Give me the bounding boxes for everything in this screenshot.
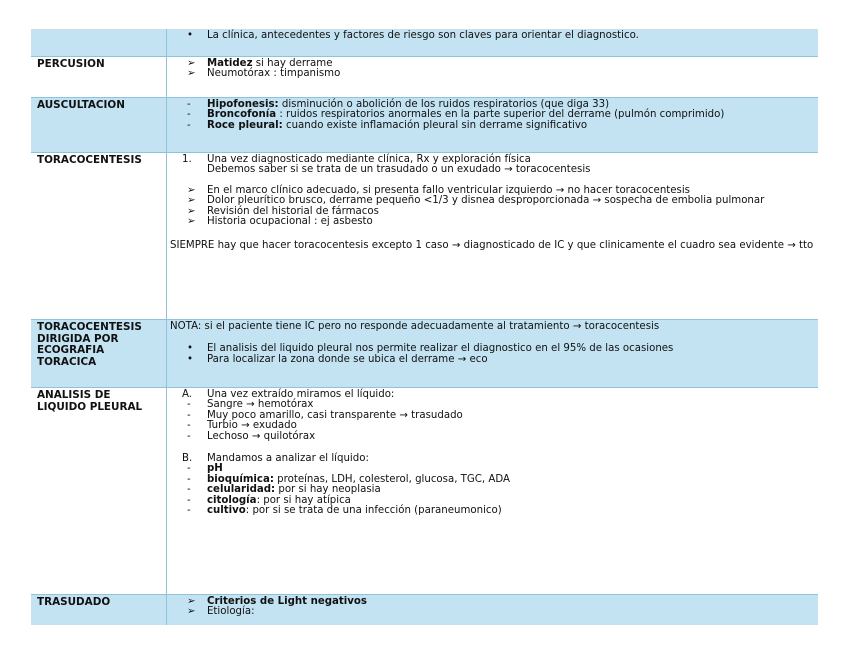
item-bold: Criterios de Light negativos <box>207 596 367 607</box>
row-label: TORACOCENTESIS <box>31 153 167 319</box>
dash-marker: - <box>187 505 191 517</box>
arrow-bullet-icon: ➢ <box>187 596 196 607</box>
item-bold: cultivo <box>207 505 246 517</box>
item-text: : ruidos respiratorios anormales en la parte superior del derrame (pulmón comprimido) <box>276 109 725 121</box>
item-text: disminución o abolición de los ruidos respiratorios (que diga 33) <box>278 99 610 110</box>
list-item <box>174 121 814 131</box>
arrow-bullet-icon: ➢ <box>187 68 196 80</box>
dash-marker: - <box>187 99 191 110</box>
row-content <box>167 388 818 594</box>
arrow-bullet-icon: ➢ <box>187 195 196 207</box>
item-text: proteínas, LDH, colesterol, glucosa, TGC, ADA <box>273 473 510 485</box>
row-content <box>167 320 818 387</box>
table-row-percusion <box>31 57 818 98</box>
dash-marker: - <box>187 119 191 131</box>
arrow-bullet-icon: ➢ <box>187 58 196 69</box>
item-bold: celularidad: <box>207 484 276 496</box>
bullet-marker: • <box>187 343 194 355</box>
row-label: TRASUDADO <box>31 595 167 625</box>
item-text: Etiología: <box>207 606 255 618</box>
item-text: por si hay neoplasia <box>275 484 381 496</box>
letter-marker: A. <box>182 389 193 400</box>
item-text: Debemos saber si se trata de un trasudado o un exudado → toracocentesis <box>207 164 591 176</box>
item-text: Sangre → hemotórax <box>207 399 314 411</box>
item-text: cuando existe inflamación pleural sin derrame significativo <box>282 119 588 131</box>
list-item <box>174 432 814 442</box>
item-text: Neumotórax : timpanismo <box>207 68 341 80</box>
row-content <box>167 153 818 319</box>
notes-table <box>31 29 818 625</box>
list-item <box>174 355 814 365</box>
item-text: Historia ocupacional : ej asbesto <box>207 216 373 228</box>
item-text: En el marco clínico adecuado, si presenta fallo ventricular izquierdo → no hacer toracocentesis <box>207 184 690 196</box>
item-bold: Roce pleural: <box>207 119 283 131</box>
number-marker: 1. <box>182 154 192 165</box>
item-text: Mandamos a analizar el líquido: <box>207 453 369 465</box>
list-item <box>174 217 814 227</box>
item-text: : por si hay atípica <box>256 494 351 506</box>
list-item <box>174 69 814 79</box>
table-row-auscultacion <box>31 98 818 153</box>
table-row-toracocentesis-ecografia <box>31 320 818 388</box>
numbered-item <box>174 454 814 464</box>
arrow-bullet-icon: ➢ <box>187 606 196 618</box>
arrow-bullet-icon: ➢ <box>187 216 196 228</box>
item-text: Turbio → exudado <box>207 420 297 432</box>
row-label: PERCUSION <box>31 57 167 97</box>
item-text: Muy poco amarillo, casi transparente → trasudado <box>207 409 463 421</box>
dash-marker: - <box>187 430 191 442</box>
dash-marker: - <box>187 484 191 496</box>
bullet-marker: • <box>187 353 194 365</box>
table-row-toracocentesis <box>31 153 818 320</box>
table-row-analisis <box>31 388 818 595</box>
row-label: TORACOCENTESIS DIRIGIDA POR ECOGRAFIA TORACICA <box>31 320 167 387</box>
row-label: AUSCULTACION <box>31 98 167 152</box>
bullet-marker: • <box>187 30 194 41</box>
item-text: Una vez extraído miramos el líquido: <box>207 389 395 400</box>
item-bold: Matidez <box>207 58 253 69</box>
dash-marker: - <box>187 463 191 475</box>
item-text: Revisión del historial de fármacos <box>207 205 379 217</box>
letter-marker: B. <box>182 453 193 465</box>
dash-marker: - <box>187 494 191 506</box>
list-item <box>174 506 814 516</box>
arrow-bullet-icon: ➢ <box>187 205 196 217</box>
row-content <box>167 57 818 97</box>
item-text: El analisis del liquido pleural nos permite realizar el diagnostico en el 95% de las ocasiones <box>207 343 674 355</box>
item-bold: Hipofonesis: <box>207 99 279 110</box>
item-text: Una vez diagnosticado mediante clínica, Rx y exploración física <box>207 154 531 165</box>
list-item <box>174 607 814 617</box>
row-content <box>167 29 818 56</box>
table-row-trasudado <box>31 595 818 625</box>
item-bold: citología <box>207 494 257 506</box>
dash-marker: - <box>187 420 191 432</box>
item-bold: pH <box>207 463 223 475</box>
dash-marker: - <box>187 399 191 411</box>
item-text: : por si se trata de una infección (paraneumonico) <box>245 505 502 517</box>
row-content <box>167 595 818 625</box>
arrow-bullet-icon: ➢ <box>187 184 196 196</box>
item-text: si hay derrame <box>252 58 333 69</box>
item-text: Dolor pleurítico brusco, derrame pequeño <1/3 y disnea desproporcionada → sospecha de embolia pulmonar <box>207 195 765 207</box>
item-bold: bioquímica: <box>207 473 274 485</box>
item-text: La clínica, antecedentes y factores de riesgo son claves para orientar el diagnostico. <box>207 30 639 41</box>
row-note: NOTA: si el paciente tiene IC pero no responde adecuadamente al tratamiento → toracocentesis <box>170 321 660 332</box>
list-item <box>174 31 814 41</box>
item-text: Lechoso → quilotórax <box>207 430 316 442</box>
item-text: Para localizar la zona donde se ubica el derrame → eco <box>207 353 488 365</box>
row-label <box>31 29 167 56</box>
dash-marker: - <box>187 473 191 485</box>
item-bold: Broncofonía <box>207 109 277 121</box>
dash-marker: - <box>187 409 191 421</box>
numbered-item <box>174 155 814 176</box>
list-item <box>174 597 814 607</box>
row-note: SIEMPRE hay que hacer toracocentesis excepto 1 caso → diagnosticado de IC y que clinicamente el cuadro sea evidente → tto <box>170 240 814 252</box>
dash-marker: - <box>187 109 191 121</box>
table-row-intro <box>31 29 818 57</box>
row-content <box>167 98 818 152</box>
row-label: ANALISIS DE LIQUIDO PLEURAL <box>31 388 167 594</box>
